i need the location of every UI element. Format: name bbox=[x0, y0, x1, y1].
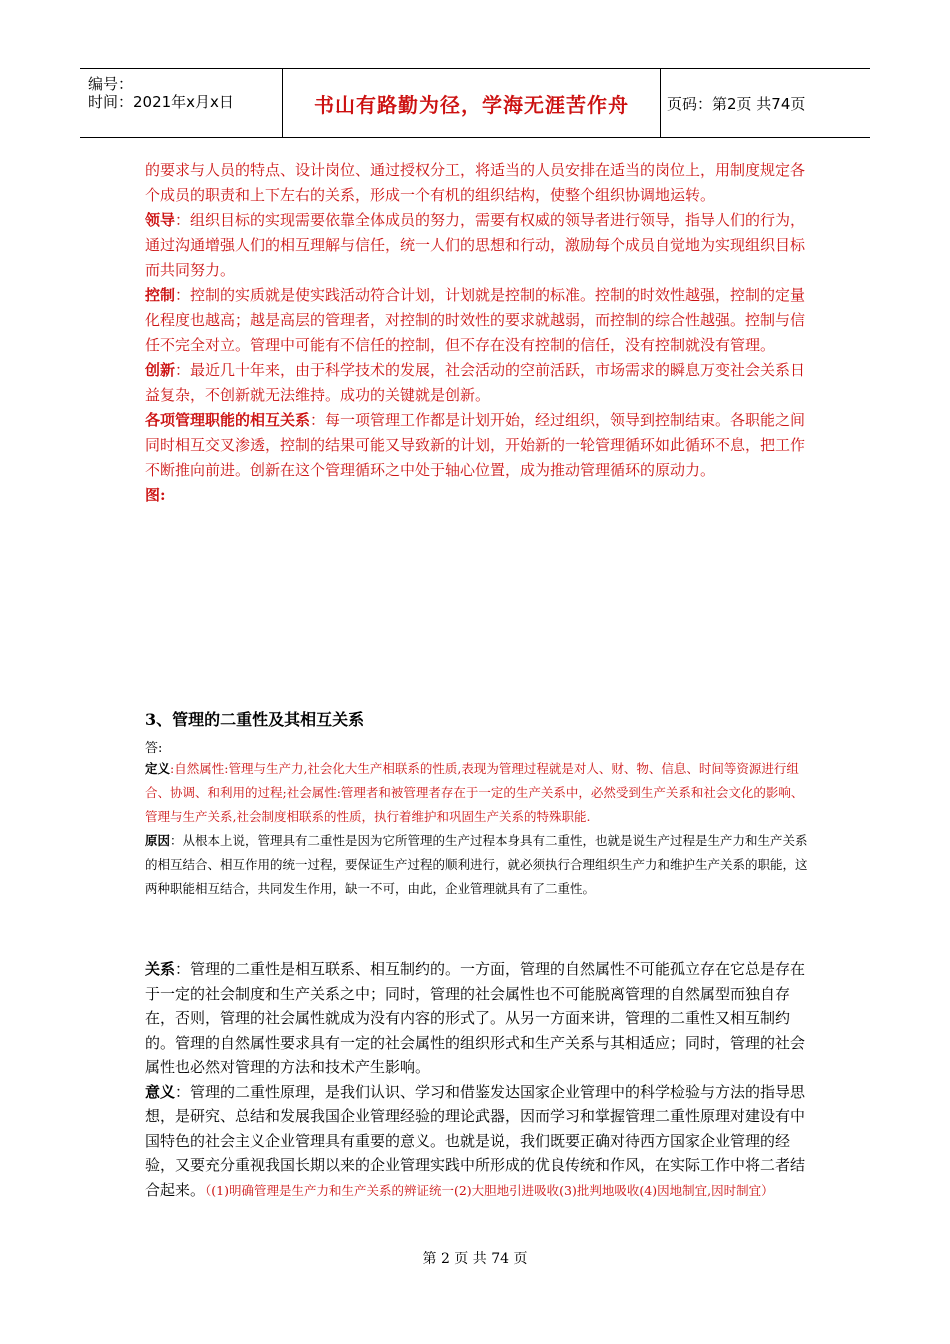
relation-label: 关系 bbox=[145, 960, 176, 978]
cause-label: 原因 bbox=[145, 833, 171, 848]
header-info-cell bbox=[80, 69, 283, 137]
page-indicator: 页码：第2页 共74页 bbox=[667, 95, 806, 113]
answer-label: 答: bbox=[145, 741, 163, 756]
figure-label: 图: bbox=[145, 486, 166, 504]
relation-paragraph: 关系：管理的二重性是相互联系、相互制约的。一方面，管理的自然属性不可能孤立存在它总是存在于一定的社会制度和生产关系之中；同时，管理的社会属性也不可能脱离管理的自然属型而独自存在，否则，管理的社会属性就成为没有内容的形式了。从另一方面来讲，管理的二重性又相互制约的。管理的自然属性要求具有一定的社会属性的组织形式和生产关系与其相适应；同时，管理的社会属性也必然对管理的方法和技术产生影响。 bbox=[145, 960, 806, 1076]
meaning-label: 意义 bbox=[145, 1082, 176, 1101]
meaning-note: （(1)明确管理是生产力和生产关系的辨证统一(2)大胆地引进吸收(3)批判地吸收(4)因地制宜,因时制宜） bbox=[205, 1182, 774, 1198]
management-functions-section bbox=[145, 158, 815, 508]
motto: 书山有路勤为径，学海无涯苦作舟 bbox=[314, 93, 629, 117]
document-date: 时间：2021年x月x日 bbox=[88, 93, 234, 111]
control-label: 控制 bbox=[145, 286, 176, 304]
header-motto-cell bbox=[283, 69, 661, 137]
leadership-label: 领导 bbox=[145, 211, 176, 229]
control-paragraph: 控制：控制的实质就是使实践活动符合计划，计划就是控制的标准。控制的时效性越强，控制的定量化程度也越高；越是高层的管理者，对控制的时效性的要求就越弱，而控制的综合性越强。控制与信任不完全对立。管理中可能有不信任的控制，但不存在没有控制的信任，没有控制就没有管理。 bbox=[145, 286, 806, 354]
cause-paragraph: 原因：从根本上说，管理具有二重性是因为它所管理的生产过程本身具有二重性，也就是说生产过程是生产力和生产关系的相互结合、相互作用的统一过程，要保证生产过程的顺利进行，就必须执行合理组织生产力和维护生产关系的职能，这两种职能相互结合，共同发生作用，缺一不可，由此，企业管理就具有了二重性。 bbox=[145, 833, 808, 896]
innovation-label: 创新 bbox=[145, 361, 176, 379]
page-footer: 第 2 页 共 74 页 bbox=[422, 1251, 528, 1267]
section-title: 3、管理的二重性及其相互关系 bbox=[145, 710, 365, 729]
meaning-paragraph: 意义：管理的二重性原理，是我们认识、学习和借鉴发达国家企业管理中的科学检验与方法的指导思想，是研究、总结和发展我国企业管理经验的理论武器，因而学习和掌握管理二重性原理对建设有中国特色的社会主义企业管理具有重要的意义。也就是说，我们既要正确对待西方国家企业管理的经验，又要充分重视我国长期以来的企业管理实践中所形成的优良传统和作风，在实际工作中将二者结合起来。（(1)明确管理是生产力和生产关系的辨证统一(2)大胆地引进吸收(3)批判地吸收(4)因地制宜,因时制宜） bbox=[145, 1082, 806, 1199]
definition-paragraph: 定义:自然属性:管理与生产力,社会化大生产相联系的性质,表现为管理过程就是对人、财、物、信息、时间等资源进行组合、协调、和利用的过程;社会属性:管理者和被管理者存在于一定的生产关系中，必然受到生产关系和社会文化的影响、管理与生产关系,社会制度相联系的性质，执行着维护和巩固生产关系的特殊职能. bbox=[145, 761, 804, 824]
document-number: 编号： bbox=[88, 75, 134, 93]
innovation-paragraph: 创新：最近几十年来，由于科学技术的发展，社会活动的空前活跃，市场需求的瞬息万变社会关系日益复杂，不创新就无法维持。成功的关键就是创新。 bbox=[145, 361, 806, 404]
definition-label: 定义 bbox=[145, 761, 171, 776]
functions-relation-label: 各项管理职能的相互关系 bbox=[145, 411, 311, 429]
duality-definition-block bbox=[145, 757, 815, 901]
duality-relation-block bbox=[145, 957, 815, 1203]
page-header bbox=[80, 68, 870, 138]
header-page-cell bbox=[661, 69, 870, 137]
organization-paragraph: 的要求与人员的特点、设计岗位、通过授权分工，将适当的人员安排在适当的岗位上，用制度规定各个成员的职责和上下左右的关系，形成一个有机的组织结构，使整个组织协调地运转。 bbox=[145, 161, 806, 204]
leadership-paragraph: 领导：组织目标的实现需要依靠全体成员的努力，需要有权威的领导者进行领导，指导人们的行为，通过沟通增强人们的相互理解与信任，统一人们的思想和行动，激励每个成员自觉地为实现组织目标而共同努力。 bbox=[145, 211, 806, 279]
functions-relation-paragraph: 各项管理职能的相互关系：每一项管理工作都是计划开始，经过组织，领导到控制结束。各职能之间同时相互交叉渗透，控制的结果可能又导致新的计划，开始新的一轮管理循环如此循环不息，把工作不断推向前进。创新在这个管理循环之中处于轴心位置，成为推动管理循环的原动力。 bbox=[145, 411, 806, 479]
